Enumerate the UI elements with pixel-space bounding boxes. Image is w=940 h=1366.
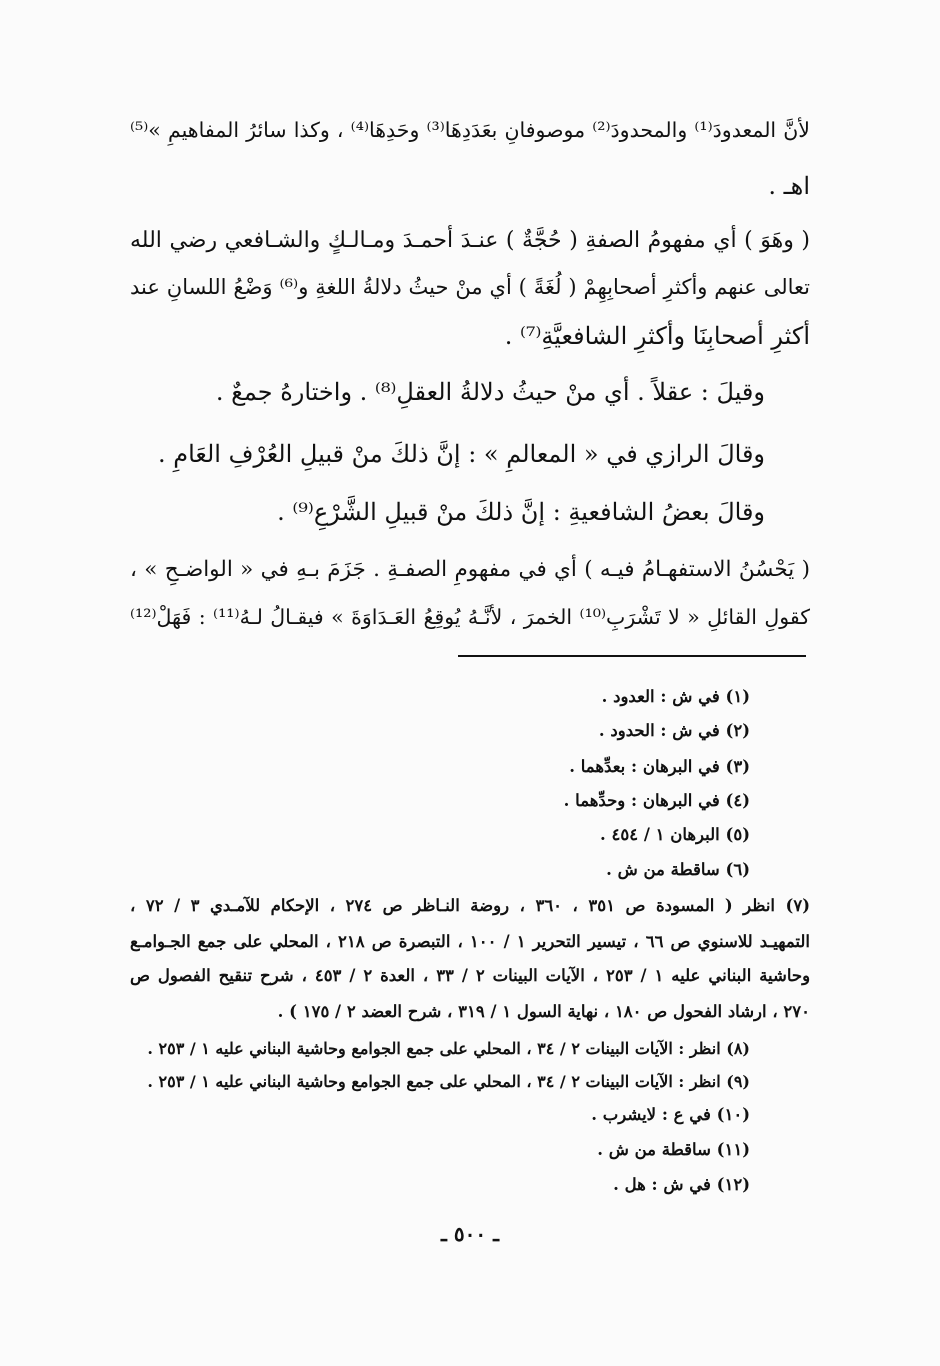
main-text-line: لأنَّ المعدودَ⁽¹⁾ والمحدودَ⁽²⁾ موصوفانِ بعَدَدِهَا⁽³⁾ وحَدِهَا⁽⁴⁾ ، وكذا سائرُ المفاهيمِ »⁽⁵⁾ bbox=[130, 118, 810, 142]
footnote: (١) في ش : العدود . bbox=[601, 687, 750, 706]
main-text-line: وقالَ بعضُ الشافعيةِ : إنَّ ذلكَ منْ قبيلِ الشَّرْعِ⁽⁹⁾ . bbox=[277, 498, 765, 526]
footnote: (٥) البرهان ١ / ٤٥٤ . bbox=[599, 825, 750, 844]
main-text-line: وقالَ الرازي في « المعالمِ » : إنَّ ذلكَ منْ قبيلِ العُرْفِ العَامِ . bbox=[157, 440, 765, 468]
footnote: (٩) انظر : الآيات البينات ٢ / ٣٤ ، المحلي على جمع الجوامع وحاشية البناني عليه ١ / ٢٥٣ . bbox=[147, 1072, 750, 1091]
footnote: (٤) في البرهان : وحدِّهما . bbox=[563, 791, 750, 810]
main-text-line: ( يَحْسُنُ الاستفهـامُ فيـه ) أي في مفهومِ الصفـةِ . جَزَمَ بـهِ في « الواضـحِ » ، bbox=[130, 557, 810, 582]
footnote: (١٠) في ع : لايشرب . bbox=[591, 1105, 750, 1124]
main-text-line: ( وهَوَ ) أي مفهومُ الصفةِ ( حُجَّةٌ ) عنـدَ أحمـدَ ومـالـكٍ والشـافعي رضي الله bbox=[130, 228, 810, 253]
main-text-line: تعالى عنهم وأكثرِ أصحابِهِمْ ( لُغَةً ) أي منْ حيثُ دلالةُ اللغةِ و⁽⁶⁾ وَضْعُ اللسانِ عند bbox=[130, 275, 810, 299]
main-text-line: أكثرِ أصحابِنَا وأكثرِ الشافعيَّةِ⁽⁷⁾ . bbox=[504, 322, 810, 350]
main-text-line: كقولِ القائلِ « لا تَشْرَبِ⁽¹⁰⁾ الخمرَ ، لأنَّـهُ يُوقِعُ العَـدَاوَةَ » فيقـالُ لـهُ⁽¹¹⁾ : فَهَلْ⁽¹²⁾ bbox=[130, 605, 810, 629]
page-number: ـ ٥٠٠ ـ bbox=[441, 1222, 499, 1246]
footnote-separator bbox=[458, 655, 806, 657]
footnote: (٧) انظر ( المسودة ص ٣٥١ ، ٣٦٠ ، روضة النـاظر ص ٢٧٤ ، الإحكام للآمـدي ٣ / ٧٢ ، bbox=[130, 896, 810, 915]
footnote: التمهيـد للاسنوي ص ٦٦ ، تيسير التحرير ١ / ١٠٠ ، التبصرة ص ٢١٨ ، المحلي على جمع الجـوامـع bbox=[130, 932, 811, 951]
footnote: (١١) ساقطة من ش . bbox=[597, 1140, 750, 1159]
main-text-line: اهـ . bbox=[768, 172, 810, 200]
footnote: (١٢) في ش : هل . bbox=[613, 1175, 750, 1194]
footnote: (٣) في البرهان : بعدِّهما . bbox=[569, 757, 750, 776]
footnote: وحاشية البناني عليه ١ / ٢٥٣ ، الآيات البينات ٢ / ٣٣ ، العدة ٢ / ٤٥٣ ، شرح تنقيح الفصول ص bbox=[130, 966, 811, 985]
footnote: (٨) انظر : الآيات البينات ٢ / ٣٤ ، المحلي على جمع الجوامع وحاشية البناني عليه ١ / ٢٥٣ . bbox=[147, 1039, 750, 1058]
main-text-line: وقيلَ : عقلاً . أي منْ حيثُ دلالةُ العقلِ⁽⁸⁾ . واختارهُ جمعٌ . bbox=[215, 378, 765, 406]
footnote: (٢) في ش : الحدود . bbox=[598, 721, 750, 740]
footnote: ٢٧٠ ، ارشاد الفحول ص ١٨٠ ، نهاية السول ١ / ٣١٩ ، شرح العضد ٢ / ١٧٥ ) . bbox=[277, 1002, 810, 1021]
footnote: (٦) ساقطة من ش . bbox=[606, 860, 750, 879]
